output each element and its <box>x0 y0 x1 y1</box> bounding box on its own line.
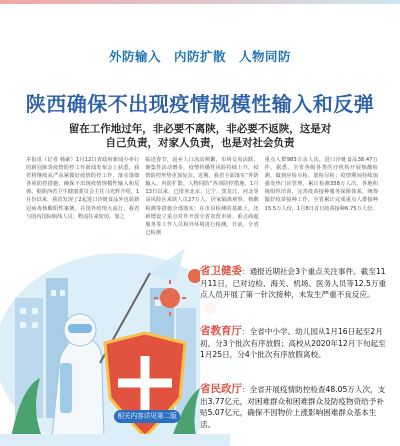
health-commission-tag: 省卫健委 <box>200 265 242 277</box>
article-column-2: 临近春节，返乡人口流动频繁，市场交易活跃，聚集性活动增多，疫情传播性风险持续上升，疫情防控形势更加复杂。近期，我省全面落实“外防输入、内防扩散、人物同防”各项防控措施。1月13日以来，已排查北京、辽宁、黑龙江、河北等高风险区来陕人员27万人，居家隔离观察、核酸检测等措施全部落实；在市县检测的基础上，还新增设立重点对外开放全省农贸市场、重点商超服务等工作人员和外环境进行检测。日前，全省已检测 <box>145 157 259 236</box>
health-commission-item <box>200 266 390 301</box>
subheadline-line2: 自己负责，对家人负责，也是对社会负责 <box>105 137 295 149</box>
top-decoration-bar <box>0 0 400 4</box>
civil-affairs-item <box>200 384 390 430</box>
education-dept-item <box>200 326 390 361</box>
kicker-slogan: 外防输入 内防扩散 人物同防 <box>108 49 291 64</box>
civil-affairs-text: ：全省开展疫情防控检查48.05万人次，支出3.77亿元，对困难群众和困难群众及防疫物资给予补贴5.07亿元，确保不因物价上涨影响困难群众基本生活。 <box>200 385 386 429</box>
source-note-badge: 相关内容详见第二版 <box>114 410 180 423</box>
civil-affairs-tag: 省民政厅 <box>200 383 242 395</box>
page-headline: 陕西确保不出现疫情规模性输入和反弹 <box>25 92 375 116</box>
education-dept-tag: 省教育厅 <box>200 325 242 337</box>
article-column-1: 本报讯（记者 韩豪）1月12日省政府新闻办举行的新冠肺炎疫情防控工作新闻发布会上获悉，我省将继续从严从紧做好疫情防控工作，落实落细各项防控措施，确保不出现疫情规模性输入和反弹。据陕西省卫生健康委员会主任马光辉介绍，1月份以来，我省发现了2起进口冷链食品外包装新冠病毒核酸阳性案例。在国外疫情大流行，我省与国内国际航线人员、物流往来密切，加之 <box>26 157 140 220</box>
health-commission-text: ：通报近期社会3个重点关注事件。截至11月11日，已对边检、海关、机场、医务人员等12.5万重点人员开展了第一针次接种，未发生严重不良反应。 <box>200 267 387 299</box>
subheadline-line1: 留在工作地过年，非必要不离陕，非必要不返陕，这是对 <box>68 123 332 135</box>
article-column-3: 重点人群983万余人次，进口冷链食品38.47万件。据悉，全省各级各类医疗机构开展核酸检测，做到应检尽检、愿检尽检；疫情期间持续加强发热门诊管理，累计检测358万人次。各地积极组织培训，完善疫苗接种服务保障体系，统筹做好疫苗接种工作，全省累计完成重点人群接种15.5万人份，1月8日首日疫苗接种6.75万人份。 <box>264 157 378 212</box>
education-dept-text: ：全省中小学、幼儿园从1月16日起至2月初，分3个批次有序放假；高校从2020年12月下旬起至1月25日，分4个批次有序放假离校。 <box>200 327 386 359</box>
